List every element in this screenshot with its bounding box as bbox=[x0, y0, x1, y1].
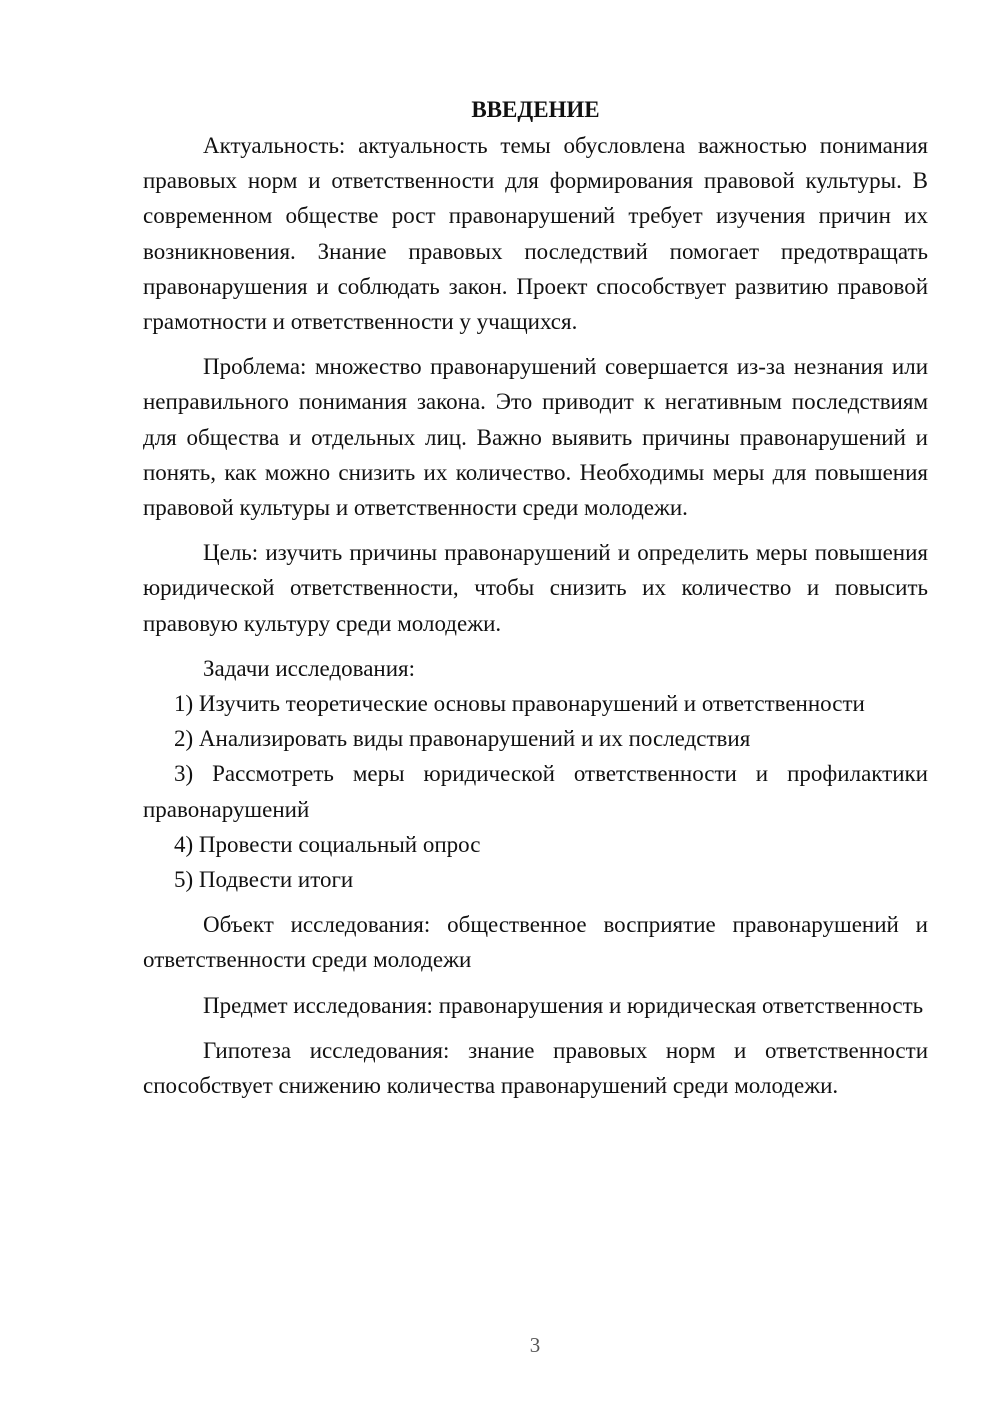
task-item: 5) Подвести итоги bbox=[174, 867, 354, 893]
page-title: ВВЕДЕНИЕ bbox=[471, 97, 600, 122]
document-page bbox=[143, 92, 928, 1103]
paragraph-actuality: Актуальность: актуальность темы обусловлена важностью понимания правовых норм и ответственности для формирования правовой культуры. В современном обществе рост правонарушений требует изучения причин их возникновения. Знание правовых последствий помогает предотвращать правонарушения и соблюдать закон. Проект способствует развитию правовой грамотности и ответственности у учащихся. bbox=[143, 133, 928, 335]
tasks-heading: Задачи исследования: bbox=[203, 655, 416, 681]
paragraph-subject: Предмет исследования: правонарушения и юридическая ответственность bbox=[203, 992, 924, 1018]
paragraph-problem: Проблема: множество правонарушений совершается из-за незнания или неправильного понимания закона. Это приводит к негативным последствиям для общества и отдельных лиц. Важно выявить причины правонарушений и понять, как можно снизить их количество. Необходимы меры для повышения правовой культуры и ответственности среди молодежи. bbox=[143, 354, 928, 521]
paragraph-hypothesis: Гипотеза исследования: знание правовых норм и ответственности способствует снижению количества правонарушений среди молодежи. bbox=[143, 1037, 928, 1099]
task-item: 1) Изучить теоретические основы правонарушений и ответственности bbox=[174, 691, 865, 717]
task-item: 2) Анализировать виды правонарушений и их последствия bbox=[174, 726, 751, 752]
paragraph-object: Объект исследования: общественное восприятие правонарушений и ответственности среди молодежи bbox=[143, 912, 928, 973]
task-item: 4) Провести социальный опрос bbox=[174, 831, 481, 857]
paragraph-goal: Цель: изучить причины правонарушений и определить меры повышения юридической ответственности, чтобы снизить их количество и повысить правовую культуру среди молодежи. bbox=[143, 540, 928, 636]
page-number: 3 bbox=[529, 1333, 541, 1357]
task-item: 3) Рассмотреть меры юридической ответственности и профилактики правонарушений bbox=[143, 761, 928, 822]
